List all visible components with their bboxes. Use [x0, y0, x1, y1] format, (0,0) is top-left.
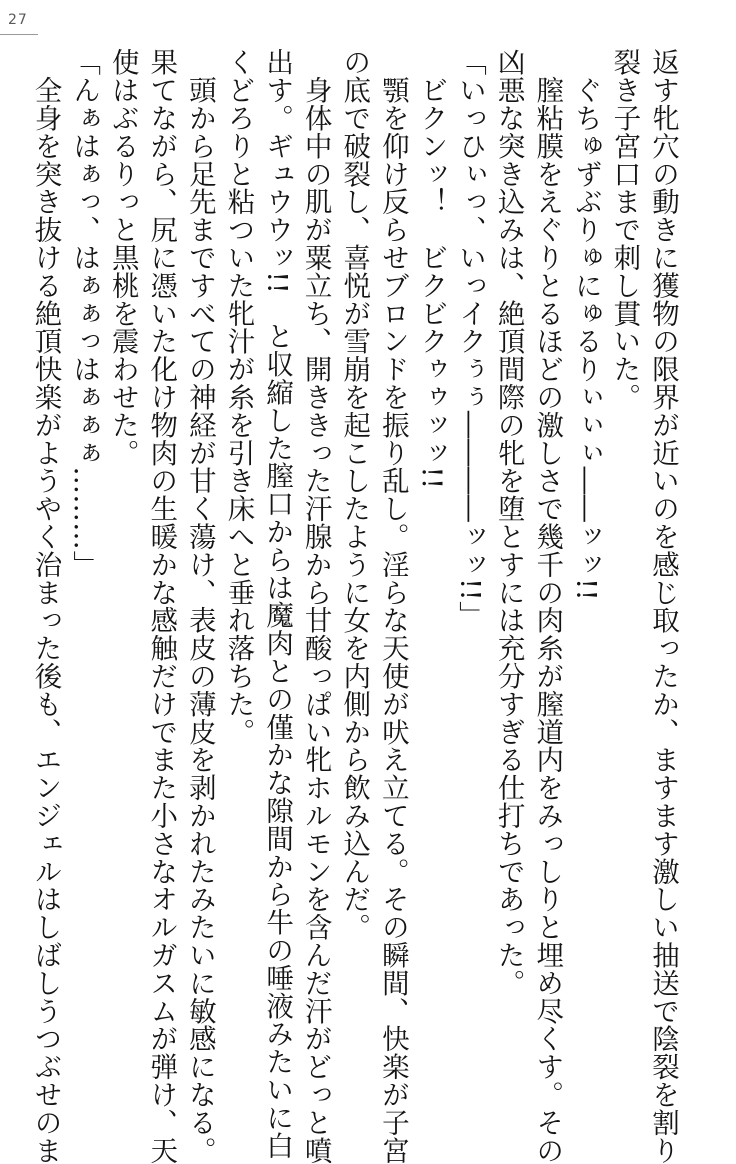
- page-number: 27: [8, 12, 28, 28]
- text-line: 出す。ギュウウッ!! と収縮した膣口からは魔肉との僅かな隙間から牛の唾液みたいに白: [261, 48, 294, 1160]
- text-line: 顎を仰け反らせブロンドを振り乱し。淫らな天使が吠え立てる。その瞬間、快楽が子宮: [376, 48, 409, 1164]
- text-line: 裂き子宮口まで刺し貫いた。: [608, 48, 641, 411]
- text-line: 身体中の肌が粟立ち、開ききった汗腺から甘酸っぱい牝ホルモンを含んだ汗がどっと噴: [299, 48, 332, 1164]
- text-line: 膣粘膜をえぐりとるほどの激しさで幾千の肉糸が膣道内をみっしりと埋め尽くす。その: [531, 48, 564, 1164]
- body-text: [26, 48, 682, 1164]
- page-number-rule: [0, 34, 38, 35]
- text-line: 凶悪な突き込みは、絶頂間際の牝を堕とすには充分すぎる仕打ちであった。: [492, 48, 525, 997]
- text-line: 使はぶるりっと黒桃を震わせた。: [106, 48, 139, 467]
- text-line: くどろりと粘ついた牝汁が糸を引き床へと垂れ落ちた。: [222, 48, 255, 746]
- text-line: ビクンッ！ ビクビクゥゥッッ!!: [415, 48, 448, 490]
- text-line: 全身を突き抜ける絶頂快楽がようやく治まった後も、エンジェルはしばしうつぶせのま: [29, 48, 62, 1164]
- text-line: 返す牝穴の動きに獲物の限界が近いのを感じ取ったか、ますます激しい抽送で陰裂を割り: [647, 48, 679, 1164]
- text-line: 「いっひぃっ、いっイクぅぅ――――ッッ!!」: [454, 48, 487, 629]
- text-line: 頭から足先まですべての神経が甘く蕩け、表皮の薄皮を剥かれたみたいに敏感になる。: [183, 48, 216, 1164]
- text-line: ぐちゅずぶりゅにゅるりぃぃぃ――ッッ!!: [569, 48, 602, 602]
- text-line: 果てながら、尻に憑いた化け物肉の生暖かな感触だけでまた小さなオルガスムが弾け、天: [145, 48, 178, 1164]
- text-line: の底で破裂し、喜悦が雪崩を起こしたように女を内側から飲み込んだ。: [338, 48, 371, 941]
- text-line: 「んぁはぁっ、はぁぁっはぁぁぁ………」: [68, 48, 101, 579]
